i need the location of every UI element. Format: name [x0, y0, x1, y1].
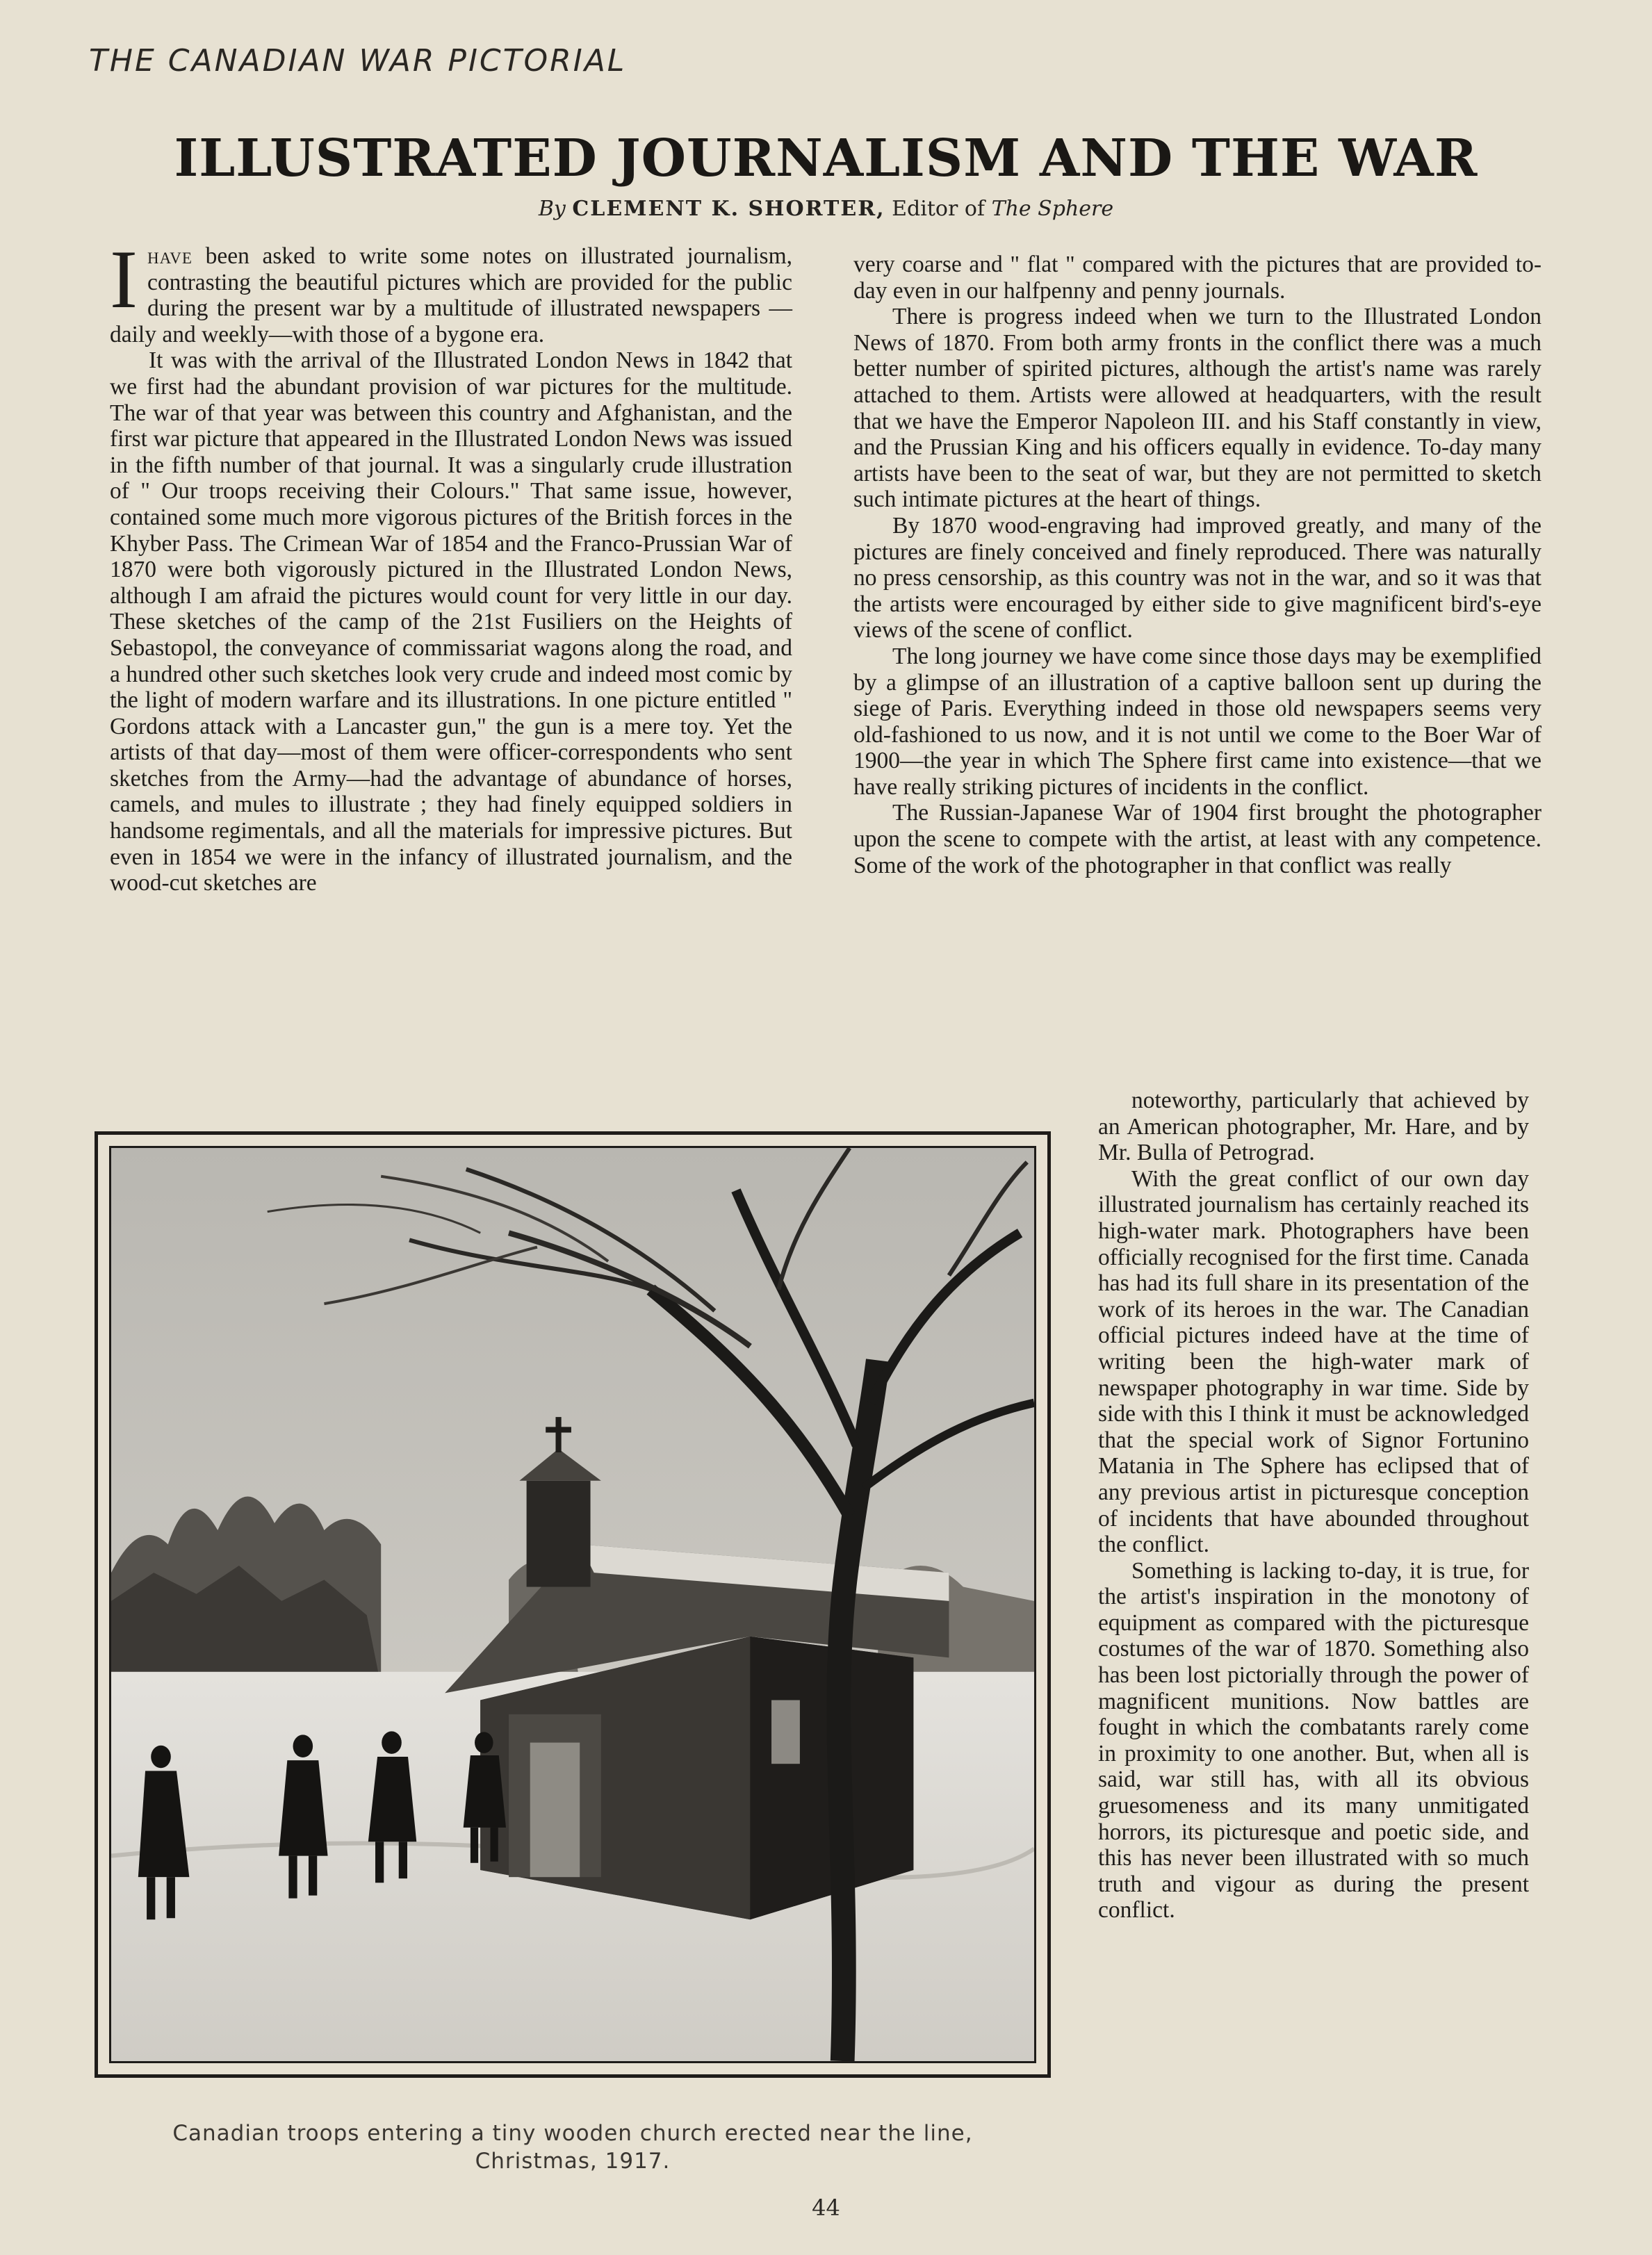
- byline: [0, 197, 1652, 221]
- article-paragraph: The Russian-Japanese War of 1904 first brought the photographer upon the scene to compete with the artist, at least with any competence. Some of the work of the photographer in that conflict was really: [853, 800, 1541, 878]
- article-paragraph: There is progress indeed when we turn to the Illustrated London News of 1870. From both army fronts in the conflict there was a much better number of spirited pictures, although the artist's name was rarely attached to them. Artists were allowed at headquarters, with the result that we have the Emperor Napoleon III. and his Staff constantly in view, and the Prussian King and his officers equally in evidence. To-day many artists have been to the seat of war, but they are not permitted to sketch such intimate pictures at the heart of things.: [853, 304, 1541, 513]
- article-column-left: [110, 233, 792, 1088]
- article-title: ILLUSTRATED JOURNALISM AND THE WAR: [174, 129, 1478, 188]
- lead-smallcaps: have: [147, 243, 193, 269]
- caption-line-2: Christmas, 1917.: [475, 2149, 671, 2174]
- paragraph-text: been asked to write some notes on illustrated journalism, contrasting the beautiful pictures which are provided for the public during the present war by a multitude of illustrated newspapers —daily and weekly—with those of a bygone era.: [110, 243, 792, 347]
- caption-line-1: Canadian troops entering a tiny wooden church erected near the line,: [172, 2121, 973, 2146]
- drop-cap: I: [110, 233, 138, 325]
- photo-illustration: [111, 1148, 1034, 2061]
- article-paragraph: [110, 233, 792, 347]
- byline-publication: The Sphere: [991, 197, 1114, 221]
- article-paragraph: With the great conflict of our own day illustrated journalism has certainly reached its high-water mark. Photographers have been officially recognised for the first time. Canada has had its full share in its presentation of the work of its heroes in the war. The Canadian official pictures indeed have at the time of writing been the high-water mark of newspaper photography in war time. Side by side with this I think it must be acknowledged that the special work of Signor Fortunino Matania in The Sphere has eclipsed that of any previous artist in picturesque conception of incidents that have abounded throughout the conflict.: [1098, 1165, 1529, 1558]
- article-paragraph: noteworthy, particularly that achieved by an American photographer, Mr. Hare, and by Mr. Bulla of Petrograd.: [1098, 1088, 1529, 1166]
- article-paragraph: By 1870 wood-engraving had improved greatly, and many of the pictures are finely conceived and finely reproduced. There was naturally no press censorship, as this country was not in the war, and so it was that the artists were encouraged by either side to give magnificent bird's-eye views of the scene of conflict.: [853, 512, 1541, 643]
- article-paragraph: very coarse and " flat " compared with the pictures that are provided to-day even in our halfpenny and penny journals.: [853, 252, 1541, 304]
- article-paragraph: Something is lacking to-day, it is true, for the artist's inspiration in the monotony of equipment as compared with the picturesque costumes of the war of 1870. Something also has been lost pictorially through the power of magnificent munitions. Now battles are fought in which the combatants rarely come in proximity to one another. But, when all is said, war still has, with all its obvious gruesomeness and its many unmitigated horrors, its picturesque and poetic side, and this has never been illustrated with so much truth and vigour as during the present conflict.: [1098, 1557, 1529, 1924]
- article-paragraph: The long journey we have come since those days may be exemplified by a glimpse of an illustration of a captive balloon sent up during the siege of Paris. Everything indeed in those old newspapers seems very old-fashioned to us now, and it is not until we come to the Boer War of 1900—the year in which The Sphere first came into existence—that we have really striking pictures of incidents in the conflict.: [853, 643, 1541, 800]
- byline-author: CLEMENT K. SHORTER,: [572, 197, 885, 221]
- byline-role: Editor of: [892, 197, 986, 221]
- page-number: 44: [812, 2195, 840, 2221]
- church-photograph: [109, 1146, 1036, 2063]
- article-column-narrow: [1098, 1088, 1529, 2192]
- article-paragraph: It was with the arrival of the Illustrated London News in 1842 that we first had the abundant provision of war pictures for the multitude. The war of that year was between this country and Afghanistan, and the first war picture that appeared in the Illustrated London News was issued in the fifth number of that journal. It was a singularly crude illustration of " Our troops receiving their Colours." That same issue, however, contained some much more vigorous pictures of the British forces in the Khyber Pass. The Crimean War of 1854 and the Franco-Prussian War of 1870 were both vigorously pictured in the Illustrated London News, although I am afraid the pictures would count for very little in our day. These sketches of the camp of the 21st Fusiliers on the Heights of Sebastopol, the conveyance of commissariat wagons along the road, and a hundred other such sketches look very crude and indeed most comic by the light of modern warfare and its illustrations. In one picture entitled " Gordons attack with a Lancaster gun," the gun is a mere toy. Yet the artists of that day—most of them were officer-correspondents who sent sketches from the Army—had the advantage of abundance of horses, camels, and mules to illustrate ; they had finely equipped soldiers in handsome regimentals, and all the materials for impressive pictures. But even in 1854 we were in the infancy of illustrated journalism, and the wood-cut sketches are: [110, 347, 792, 896]
- article-column-right: [853, 252, 1541, 1089]
- photo-caption: [95, 2119, 1051, 2175]
- photo-frame: [95, 1131, 1051, 2078]
- running-head: THE CANADIAN WAR PICTORIAL: [89, 43, 627, 79]
- byline-by: By: [538, 197, 566, 221]
